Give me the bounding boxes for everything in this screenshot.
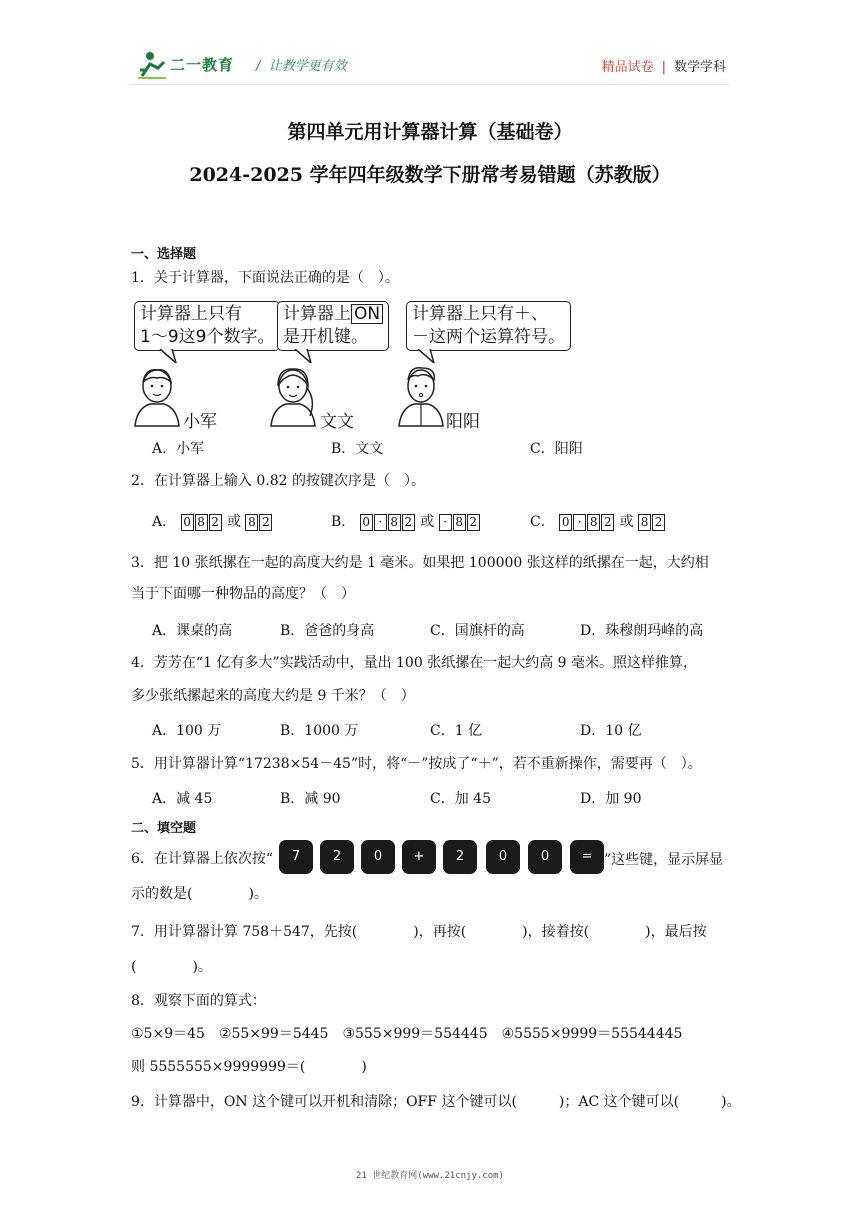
name-xiaojun: 小军 [183, 412, 217, 432]
q4-option-b[interactable]: B．1000 万 [280, 723, 359, 739]
key-0: 0 [361, 840, 395, 874]
q5-option-d[interactable]: D．加 90 [580, 791, 642, 807]
q8-equations: ①5×9＝45 ②55×99＝5445 ③555×999＝554445 ④5555×9999＝55544445 [131, 1026, 683, 1042]
q3-option-c[interactable]: C．国旗杆的高 [430, 623, 525, 639]
q5-option-c[interactable]: C．加 45 [430, 791, 491, 807]
logo-text: 二一教育 [170, 56, 235, 74]
boy-yangyang-icon [396, 364, 446, 428]
q7-stem-line2: ( )。 [131, 959, 212, 975]
bubble-xiaojun: 计算器上只有 1～9这9个数字。 [134, 301, 280, 351]
header-tags [602, 56, 726, 75]
q1-stem: 1．关于计算器，下面说法正确的是（ ）。 [131, 270, 399, 286]
q4-stem-line1: 4．芳芳在“1 亿有多大”实践活动中，量出 100 张纸摞在一起大约高 9 毫米。照这样推算， [131, 655, 698, 671]
bubble-wenwen: 计算器上 ON 是开机键。 [277, 301, 389, 351]
header-divider [130, 84, 730, 85]
q4-stem-line2: 多少张纸摞起来的高度大约是 9 千米？（ ） [131, 688, 415, 704]
bubble-tail-icon [416, 349, 440, 363]
q6-stem-post: ”这些键，显示屏显 [604, 852, 724, 868]
q2-stem: 2．在计算器上输入 0.82 的按键次序是（ ）。 [131, 473, 425, 489]
q1-option-b[interactable]: B．文文 [331, 441, 384, 457]
key-0: 0 [528, 840, 562, 874]
key-equals: = [570, 840, 604, 874]
section-choice: 一、选择题 [131, 247, 197, 262]
q4-option-a[interactable]: A．100 万 [152, 723, 222, 739]
bubble-tail-icon [158, 349, 182, 363]
q8-stem: 8．观察下面的算式： [131, 993, 266, 1009]
q2-option-a[interactable]: A． 0 8 2 或 8 2 [152, 511, 273, 531]
tag-subject: 数学学科 [673, 60, 726, 75]
tag-premium: 精品试卷 [601, 60, 654, 75]
q3-option-d[interactable]: D．珠穆朗玛峰的高 [580, 623, 704, 639]
q6-stem-line2: 示的数是( )。 [131, 886, 268, 902]
key-2: 2 [320, 840, 354, 874]
q5-stem: 5．用计算器计算“17238×54－45”时，将“－”按成了“＋”，若不重新操作，需要再（ ）。 [131, 756, 702, 772]
bubble-yangyang: 计算器上只有＋、 －这两个运算符号。 [406, 301, 571, 351]
page-title: 第四单元用计算器计算（基础卷） [287, 121, 573, 143]
q5-option-b[interactable]: B．减 90 [280, 791, 341, 807]
q8-question: 则 5555555×9999999＝( ) [131, 1059, 367, 1075]
on-key-box: ON [351, 304, 383, 324]
q3-stem-line2: 当于下面哪一种物品的高度？（ ） [131, 586, 355, 602]
page-subtitle: 2024-2025 学年四年级数学下册常考易错题（苏教版） [189, 164, 671, 186]
q9-stem: 9．计算器中，ON 这个键可以开机和清除；OFF 这个键可以( )；AC 这个键可以( )。 [131, 1094, 741, 1110]
key-0: 0 [486, 840, 520, 874]
q3-option-a[interactable]: A．课桌的高 [152, 623, 233, 639]
key-7: 7 [279, 840, 313, 874]
q6-stem-pre: 6．在计算器上依次按“ [131, 851, 274, 867]
name-yangyang: 阳阳 [446, 412, 480, 432]
q7-stem-line1: 7．用计算器计算 758＋547，先按( )，再按( )，接着按( )，最后按 [131, 924, 707, 940]
key-plus: + [402, 840, 436, 874]
name-wenwen: 文文 [320, 412, 354, 432]
q3-option-b[interactable]: B．爸爸的身高 [280, 623, 375, 639]
q5-option-a[interactable]: A．减 45 [152, 791, 213, 807]
girl-wenwen-icon [266, 364, 320, 428]
section-fill: 二、填空题 [131, 821, 197, 836]
tag-separator: | [661, 60, 666, 75]
q4-option-d[interactable]: D．10 亿 [580, 723, 642, 739]
boy-xiaojun-icon [132, 364, 182, 428]
q3-stem-line1: 3．把 10 张纸摞在一起的高度大约是 1 毫米。如果把 100000 张这样的纸摞在一起，大约相 [131, 555, 709, 571]
key-2: 2 [443, 840, 477, 874]
q1-option-a[interactable]: A．小军 [152, 441, 205, 457]
bubble-tail-icon [293, 349, 317, 363]
footer-source: 21 世纪教育网(www.21cnjy.com) [356, 1171, 504, 1181]
slogan: / 让教学更有效 [256, 59, 347, 74]
q2-option-c[interactable]: C． 0 · 8 2 或 8 2 [530, 511, 666, 531]
q2-option-b[interactable]: B． 0 · 8 2 或 · 8 2 [331, 511, 481, 531]
q1-option-c[interactable]: C．阳阳 [530, 441, 583, 457]
q4-option-c[interactable]: C．1 亿 [430, 723, 483, 739]
